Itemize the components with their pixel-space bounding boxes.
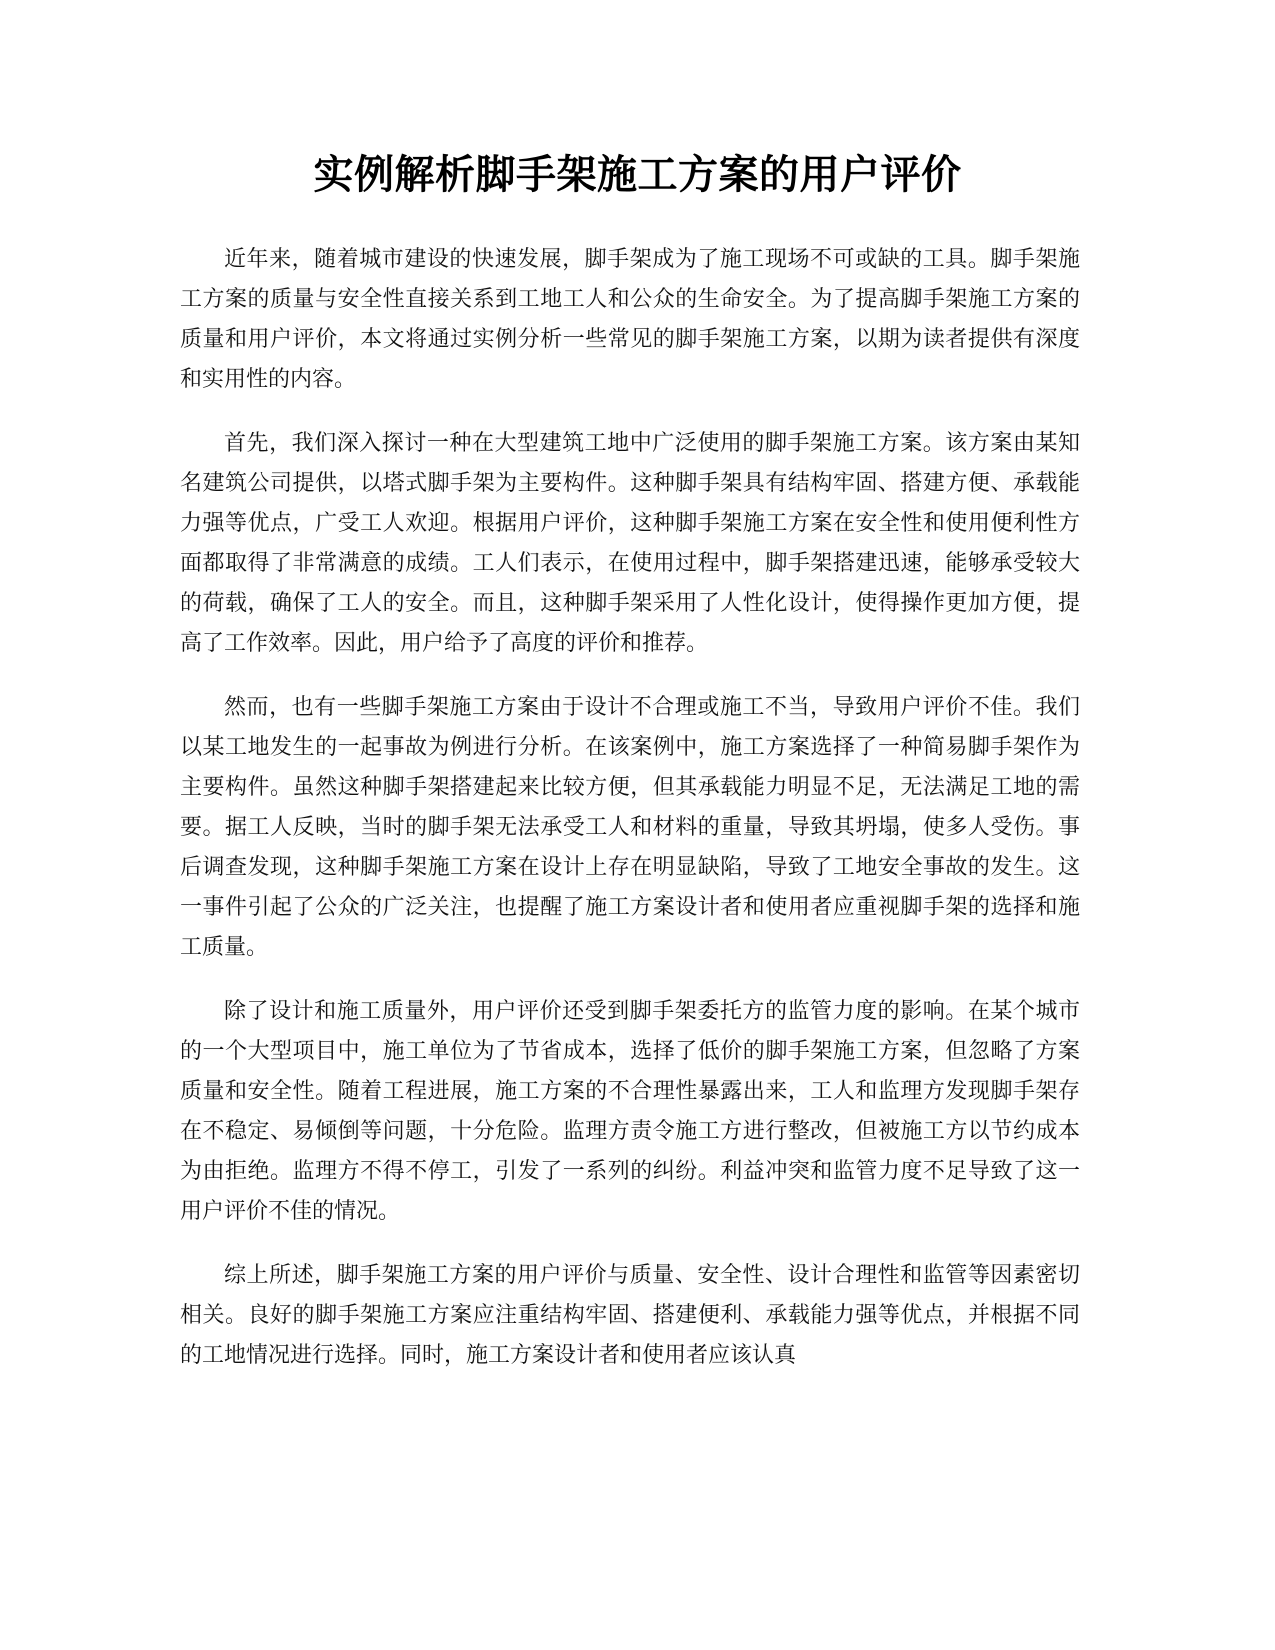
paragraph-accident-case: 然而，也有一些脚手架施工方案由于设计不合理或施工不当，导致用户评价不佳。我们以某工地发生的一起事故为例进行分析。在该案例中，施工方案选择了一种简易脚手架作为主要构件。虽然这种脚手架搭建起来比较方便，但其承载能力明显不足，无法满足工地的需要。据工人反映，当时的脚手架无法承受工人和材料的重量，导致其坍塌，使多人受伤。事后调查发现，这种脚手架施工方案在设计上存在明显缺陷，导致了工地安全事故的发生。这一事件引起了公众的广泛关注，也提醒了施工方案设计者和使用者应重视脚手架的选择和施工质量。 (180, 695, 1080, 960)
paragraph-tower-scaffold-case: 首先，我们深入探讨一种在大型建筑工地中广泛使用的脚手架施工方案。该方案由某知名建筑公司提供，以塔式脚手架为主要构件。这种脚手架具有结构牢固、搭建方便、承载能力强等优点，广受工人欢迎。根据用户评价，这种脚手架施工方案在安全性和使用便利性方面都取得了非常满意的成绩。工人们表示，在使用过程中，脚手架搭建迅速，能够承受较大的荷载，确保了工人的安全。而且，这种脚手架采用了人性化设计，使得操作更加方便，提高了工作效率。因此，用户给予了高度的评价和推荐。 (180, 431, 1080, 656)
paragraph-intro: 近年来，随着城市建设的快速发展，脚手架成为了施工现场不可或缺的工具。脚手架施工方案的质量与安全性直接关系到工地工人和公众的生命安全。为了提高脚手架施工方案的质量和用户评价，本文将通过实例分析一些常见的脚手架施工方案，以期为读者提供有深度和实用性的内容。 (180, 247, 1080, 392)
paragraph-conclusion: 综上所述，脚手架施工方案的用户评价与质量、安全性、设计合理性和监管等因素密切相关。良好的脚手架施工方案应注重结构牢固、搭建便利、承载能力强等优点，并根据不同的工地情况进行选择。同时，施工方案设计者和使用者应该认真 (180, 1263, 1080, 1368)
paragraph-supervision-case: 除了设计和施工质量外，用户评价还受到脚手架委托方的监管力度的影响。在某个城市的一个大型项目中，施工单位为了节省成本，选择了低价的脚手架施工方案，但忽略了方案质量和安全性。随着工程进展，施工方案的不合理性暴露出来，工人和监理方发现脚手架存在不稳定、易倾倒等问题，十分危险。监理方责令施工方进行整改，但被施工方以节约成本为由拒绝。监理方不得不停工，引发了一系列的纠纷。利益冲突和监管力度不足导致了这一用户评价不佳的情况。 (180, 999, 1080, 1224)
document-title: 实例解析脚手架施工方案的用户评价 (313, 152, 962, 198)
document-body (180, 240, 1080, 1400)
